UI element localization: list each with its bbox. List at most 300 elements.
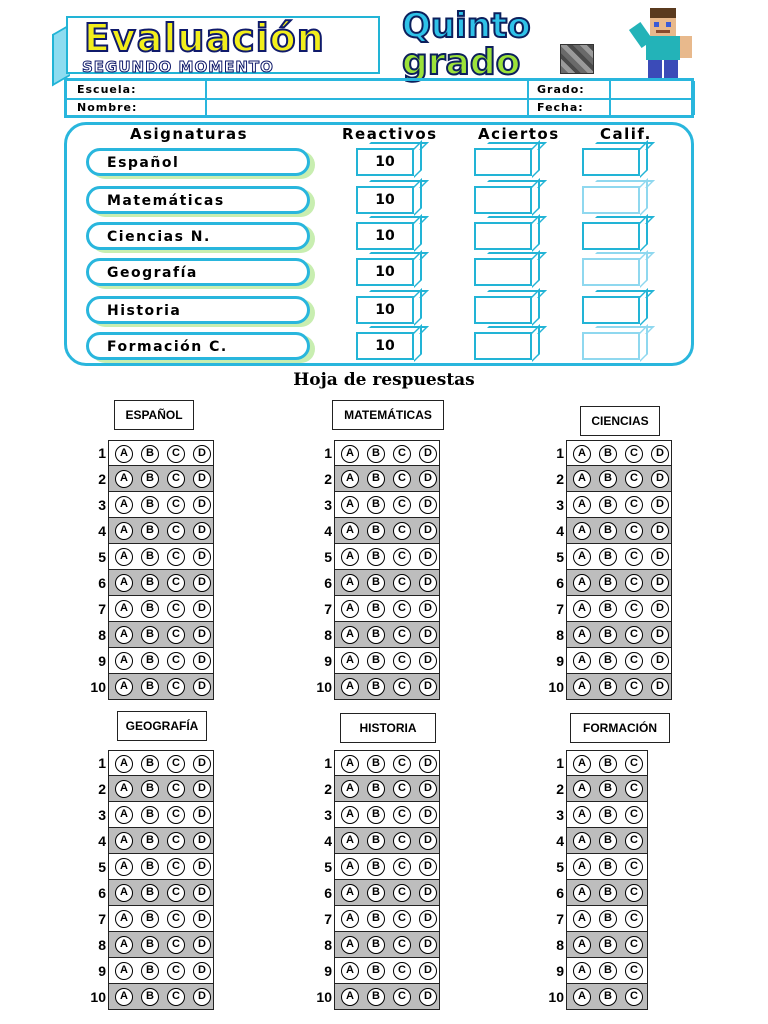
answer-bubble-c[interactable]: C <box>167 755 185 773</box>
answer-bubble-c[interactable]: C <box>393 600 411 618</box>
answer-bubble-b[interactable]: B <box>367 445 385 463</box>
answer-bubble-a[interactable]: A <box>115 988 133 1006</box>
question-number: 5 <box>324 859 332 875</box>
answer-bubble-a[interactable]: A <box>115 936 133 954</box>
answer-bubble-c[interactable]: C <box>393 962 411 980</box>
correct-box[interactable] <box>474 326 544 360</box>
answer-bubble-b[interactable]: B <box>599 470 617 488</box>
answer-bubble-c[interactable]: C <box>625 936 643 954</box>
answer-bubble-b[interactable]: B <box>367 988 385 1006</box>
answer-bubble-c[interactable]: C <box>393 988 411 1006</box>
answer-bubble-a[interactable]: A <box>115 496 133 514</box>
answer-bubble-c[interactable]: C <box>393 884 411 902</box>
answer-bubble-a[interactable]: A <box>341 884 359 902</box>
answer-bubble-c[interactable]: C <box>625 652 643 670</box>
answer-bubble-b[interactable]: B <box>367 780 385 798</box>
answer-bubble-b[interactable]: B <box>141 496 159 514</box>
answer-bubble-b[interactable]: B <box>599 600 617 618</box>
answer-bubble-c[interactable]: C <box>625 574 643 592</box>
answer-bubble-d[interactable]: D <box>193 988 211 1006</box>
answer-bubble-b[interactable]: B <box>367 574 385 592</box>
answer-bubble-a[interactable]: A <box>341 496 359 514</box>
answer-cell <box>334 880 440 906</box>
answer-bubble-c[interactable]: C <box>167 936 185 954</box>
answer-bubble-c[interactable]: C <box>625 858 643 876</box>
answer-cell <box>334 776 440 802</box>
answer-bubble-c[interactable]: C <box>625 988 643 1006</box>
answer-bubble-d[interactable]: D <box>419 600 437 618</box>
grade-label: Grado: <box>537 83 585 96</box>
answer-bubble-b[interactable]: B <box>599 445 617 463</box>
answer-bubble-a[interactable]: A <box>341 780 359 798</box>
answer-bubble-d[interactable]: D <box>419 988 437 1006</box>
answer-bubble-a[interactable]: A <box>573 962 591 980</box>
answer-bubble-a[interactable]: A <box>115 832 133 850</box>
info-table-divider <box>67 98 691 100</box>
answer-bubble-a[interactable]: A <box>573 445 591 463</box>
answer-bubble-c[interactable]: C <box>167 652 185 670</box>
answer-bubble-c[interactable]: C <box>393 678 411 696</box>
answer-bubble-a[interactable]: A <box>341 936 359 954</box>
answer-bubble-a[interactable]: A <box>573 755 591 773</box>
answer-bubble-c[interactable]: C <box>167 678 185 696</box>
answer-bubble-b[interactable]: B <box>141 470 159 488</box>
correct-box[interactable] <box>474 180 544 214</box>
answer-bubble-d[interactable]: D <box>193 626 211 644</box>
answer-bubble-a[interactable]: A <box>115 962 133 980</box>
answer-bubble-b[interactable]: B <box>599 936 617 954</box>
answer-bubble-b[interactable]: B <box>141 522 159 540</box>
answer-bubble-a[interactable]: A <box>115 678 133 696</box>
answer-bubble-c[interactable]: C <box>393 652 411 670</box>
answer-bubble-a[interactable]: A <box>115 548 133 566</box>
answer-bubble-a[interactable]: A <box>341 470 359 488</box>
answer-bubble-c[interactable]: C <box>167 548 185 566</box>
answer-bubble-b[interactable]: B <box>141 858 159 876</box>
answer-row <box>84 492 214 518</box>
answer-bubble-c[interactable]: C <box>167 962 185 980</box>
grade-box[interactable] <box>582 142 652 176</box>
section-label: ESPAÑOL <box>114 400 194 430</box>
question-number: 9 <box>556 653 564 669</box>
answer-bubble-b[interactable]: B <box>141 755 159 773</box>
answer-bubble-a[interactable]: A <box>341 600 359 618</box>
answer-bubble-b[interactable]: B <box>141 962 159 980</box>
answer-bubble-c[interactable]: C <box>167 470 185 488</box>
answer-bubble-a[interactable]: A <box>115 522 133 540</box>
answer-bubble-a[interactable]: A <box>115 755 133 773</box>
answer-bubble-c[interactable]: C <box>167 522 185 540</box>
answer-bubble-d[interactable]: D <box>193 936 211 954</box>
question-number: 5 <box>324 549 332 565</box>
answer-bubble-c[interactable]: C <box>393 936 411 954</box>
answer-bubble-b[interactable]: B <box>367 884 385 902</box>
answer-bubble-c[interactable]: C <box>625 806 643 824</box>
answer-bubble-b[interactable]: B <box>367 626 385 644</box>
answer-bubble-d[interactable]: D <box>651 522 669 540</box>
answer-bubble-c[interactable]: C <box>393 496 411 514</box>
answer-bubble-d[interactable]: D <box>419 548 437 566</box>
answer-bubble-b[interactable]: B <box>599 548 617 566</box>
answer-bubble-a[interactable]: A <box>573 910 591 928</box>
answer-bubble-d[interactable]: D <box>193 780 211 798</box>
answer-bubble-d[interactable]: D <box>193 652 211 670</box>
answer-cell <box>108 674 214 700</box>
answer-bubble-b[interactable]: B <box>599 832 617 850</box>
grade-box[interactable] <box>582 326 652 360</box>
question-number: 8 <box>98 627 106 643</box>
answer-bubble-c[interactable]: C <box>625 755 643 773</box>
answer-bubble-c[interactable]: C <box>393 832 411 850</box>
question-number: 1 <box>556 755 564 771</box>
answer-bubble-d[interactable]: D <box>651 574 669 592</box>
answer-bubble-c[interactable]: C <box>393 470 411 488</box>
answer-bubble-b[interactable]: B <box>367 548 385 566</box>
answer-bubble-d[interactable]: D <box>419 626 437 644</box>
answer-bubble-d[interactable]: D <box>419 496 437 514</box>
answer-bubble-b[interactable]: B <box>599 574 617 592</box>
answer-bubble-b[interactable]: B <box>599 678 617 696</box>
answer-bubble-d[interactable]: D <box>193 522 211 540</box>
answer-bubble-a[interactable]: A <box>115 780 133 798</box>
answer-bubble-b[interactable]: B <box>367 678 385 696</box>
answer-bubble-d[interactable]: D <box>193 832 211 850</box>
answer-bubble-b[interactable]: B <box>599 626 617 644</box>
answer-bubble-c[interactable]: C <box>625 626 643 644</box>
answer-bubble-b[interactable]: B <box>141 884 159 902</box>
answer-bubble-d[interactable]: D <box>193 910 211 928</box>
answer-bubble-d[interactable]: D <box>419 910 437 928</box>
answer-bubble-b[interactable]: B <box>367 936 385 954</box>
answer-bubble-d[interactable]: D <box>419 780 437 798</box>
answer-bubble-d[interactable]: D <box>193 884 211 902</box>
answer-bubble-b[interactable]: B <box>141 652 159 670</box>
answer-bubble-c[interactable]: C <box>167 626 185 644</box>
answer-bubble-b[interactable]: B <box>141 910 159 928</box>
answer-bubble-d[interactable]: D <box>419 522 437 540</box>
subject-name: Geografía <box>107 265 198 281</box>
answer-bubble-d[interactable]: D <box>419 470 437 488</box>
answer-bubble-a[interactable]: A <box>573 780 591 798</box>
answer-bubble-c[interactable]: C <box>393 858 411 876</box>
answer-row <box>84 440 214 466</box>
question-number: 8 <box>98 937 106 953</box>
answer-bubble-b[interactable]: B <box>367 470 385 488</box>
answer-bubble-d[interactable]: D <box>419 858 437 876</box>
answer-bubble-c[interactable]: C <box>625 962 643 980</box>
answer-bubble-b[interactable]: B <box>599 910 617 928</box>
answer-bubble-c[interactable]: C <box>167 858 185 876</box>
answer-bubble-c[interactable]: C <box>625 496 643 514</box>
answer-bubble-a[interactable]: A <box>115 858 133 876</box>
answer-bubble-b[interactable]: B <box>141 988 159 1006</box>
answer-bubble-a[interactable]: A <box>573 496 591 514</box>
answer-row <box>84 544 214 570</box>
answer-bubble-c[interactable]: C <box>393 445 411 463</box>
question-number: 3 <box>98 807 106 823</box>
answer-bubble-a[interactable]: A <box>341 548 359 566</box>
answer-bubble-a[interactable]: A <box>573 548 591 566</box>
answer-bubble-a[interactable]: A <box>573 884 591 902</box>
answer-bubble-a[interactable]: A <box>341 678 359 696</box>
answer-bubble-a[interactable]: A <box>573 522 591 540</box>
answer-bubble-d[interactable]: D <box>419 574 437 592</box>
answer-bubble-c[interactable]: C <box>625 470 643 488</box>
answer-bubble-a[interactable]: A <box>573 858 591 876</box>
answer-bubble-a[interactable]: A <box>341 910 359 928</box>
answer-bubble-b[interactable]: B <box>367 522 385 540</box>
answer-bubble-b[interactable]: B <box>367 755 385 773</box>
answer-bubble-b[interactable]: B <box>599 806 617 824</box>
name-field[interactable] <box>215 101 515 115</box>
answer-bubble-c[interactable]: C <box>167 496 185 514</box>
answer-bubble-d[interactable]: D <box>651 548 669 566</box>
answer-row <box>84 648 214 674</box>
answer-bubble-d[interactable]: D <box>419 884 437 902</box>
answer-bubble-d[interactable]: D <box>193 858 211 876</box>
answer-bubble-c[interactable]: C <box>625 884 643 902</box>
answer-bubble-c[interactable]: C <box>393 626 411 644</box>
answer-cell <box>566 570 672 596</box>
items-box-value: 10 <box>375 338 395 354</box>
answer-bubble-a[interactable]: A <box>115 626 133 644</box>
answer-bubble-a[interactable]: A <box>341 445 359 463</box>
grade-box[interactable] <box>582 216 652 250</box>
answer-bubble-d[interactable]: D <box>193 806 211 824</box>
answer-bubble-a[interactable]: A <box>341 832 359 850</box>
date-field[interactable] <box>619 101 689 115</box>
answer-bubble-b[interactable]: B <box>141 806 159 824</box>
answer-bubble-c[interactable]: C <box>167 910 185 928</box>
answer-bubble-d[interactable]: D <box>651 496 669 514</box>
answer-bubble-a[interactable]: A <box>341 755 359 773</box>
answer-bubble-b[interactable]: B <box>141 780 159 798</box>
answer-cell <box>108 932 214 958</box>
answer-bubble-d[interactable]: D <box>651 445 669 463</box>
answer-bubble-c[interactable]: C <box>393 780 411 798</box>
answer-bubble-c[interactable]: C <box>167 832 185 850</box>
items-box[interactable] <box>356 142 426 176</box>
answer-bubble-d[interactable]: D <box>419 936 437 954</box>
answer-bubble-a[interactable]: A <box>341 574 359 592</box>
items-box-value: 10 <box>375 228 395 244</box>
answer-bubble-d[interactable]: D <box>651 600 669 618</box>
answer-bubble-d[interactable]: D <box>193 962 211 980</box>
answer-bubble-d[interactable]: D <box>193 470 211 488</box>
correct-box[interactable] <box>474 216 544 250</box>
answer-bubble-b[interactable]: B <box>141 548 159 566</box>
answer-bubble-a[interactable]: A <box>573 574 591 592</box>
answer-bubble-a[interactable]: A <box>115 884 133 902</box>
answer-bubble-d[interactable]: D <box>419 832 437 850</box>
answer-bubble-d[interactable]: D <box>419 678 437 696</box>
answer-bubble-b[interactable]: B <box>599 496 617 514</box>
items-box[interactable] <box>356 216 426 250</box>
answer-bubble-c[interactable]: C <box>167 445 185 463</box>
answer-bubble-d[interactable]: D <box>651 678 669 696</box>
answer-bubble-d[interactable]: D <box>193 445 211 463</box>
correct-box[interactable] <box>474 290 544 324</box>
answer-bubble-d[interactable]: D <box>419 962 437 980</box>
school-field[interactable] <box>215 83 515 97</box>
answer-bubble-a[interactable]: A <box>573 470 591 488</box>
answer-bubble-a[interactable]: A <box>573 936 591 954</box>
answer-row <box>84 776 214 802</box>
answer-bubble-a[interactable]: A <box>573 832 591 850</box>
answer-cell <box>334 750 440 776</box>
answer-bubble-b[interactable]: B <box>367 652 385 670</box>
answer-row <box>310 466 440 492</box>
subject-name: Formación C. <box>107 339 228 355</box>
answer-bubble-d[interactable]: D <box>193 755 211 773</box>
answer-bubble-a[interactable]: A <box>341 522 359 540</box>
answer-row <box>84 622 214 648</box>
answer-row <box>84 596 214 622</box>
answer-bubble-c[interactable]: C <box>625 678 643 696</box>
answer-bubble-b[interactable]: B <box>599 522 617 540</box>
answer-bubble-a[interactable]: A <box>573 988 591 1006</box>
answer-row <box>310 674 440 700</box>
answer-bubble-a[interactable]: A <box>341 626 359 644</box>
answer-bubble-c[interactable]: C <box>167 574 185 592</box>
answer-bubble-a[interactable]: A <box>115 574 133 592</box>
correct-box[interactable] <box>474 142 544 176</box>
answer-bubble-c[interactable]: C <box>167 780 185 798</box>
answer-bubble-c[interactable]: C <box>393 548 411 566</box>
answer-bubble-d[interactable]: D <box>651 470 669 488</box>
items-box-value: 10 <box>375 264 395 280</box>
answer-bubble-c[interactable]: C <box>625 832 643 850</box>
answer-bubble-c[interactable]: C <box>625 548 643 566</box>
answer-bubble-d[interactable]: D <box>419 755 437 773</box>
answer-row <box>310 828 440 854</box>
answer-bubble-b[interactable]: B <box>599 988 617 1006</box>
answer-bubble-a[interactable]: A <box>341 806 359 824</box>
answer-bubble-d[interactable]: D <box>193 678 211 696</box>
answer-bubble-a[interactable]: A <box>115 910 133 928</box>
question-number: 7 <box>556 911 564 927</box>
answer-cell <box>566 492 672 518</box>
answer-bubble-b[interactable]: B <box>141 936 159 954</box>
answer-bubble-b[interactable]: B <box>367 858 385 876</box>
answer-bubble-c[interactable]: C <box>625 780 643 798</box>
answer-bubble-c[interactable]: C <box>625 600 643 618</box>
answer-bubble-b[interactable]: B <box>141 445 159 463</box>
answer-bubble-a[interactable]: A <box>115 600 133 618</box>
answer-bubble-b[interactable]: B <box>367 600 385 618</box>
answer-cell <box>108 828 214 854</box>
answer-bubble-b[interactable]: B <box>141 600 159 618</box>
answer-bubble-b[interactable]: B <box>141 574 159 592</box>
answer-bubble-b[interactable]: B <box>599 652 617 670</box>
answer-bubble-a[interactable]: A <box>573 600 591 618</box>
answer-bubble-a[interactable]: A <box>573 678 591 696</box>
answer-bubble-c[interactable]: C <box>393 574 411 592</box>
answer-cell <box>108 776 214 802</box>
answer-bubble-b[interactable]: B <box>367 496 385 514</box>
answer-bubble-b[interactable]: B <box>367 962 385 980</box>
answer-bubble-b[interactable]: B <box>141 626 159 644</box>
items-box[interactable] <box>356 326 426 360</box>
grade-title-line1: Quinto <box>402 6 531 46</box>
answer-bubble-c[interactable]: C <box>167 806 185 824</box>
answer-bubble-a[interactable]: A <box>573 806 591 824</box>
answer-bubble-c[interactable]: C <box>625 445 643 463</box>
answer-bubble-c[interactable]: C <box>393 910 411 928</box>
answer-bubble-b[interactable]: B <box>599 962 617 980</box>
answer-bubble-d[interactable]: D <box>419 806 437 824</box>
answer-bubble-d[interactable]: D <box>419 652 437 670</box>
answer-row <box>310 596 440 622</box>
answer-bubble-b[interactable]: B <box>367 806 385 824</box>
answer-bubble-d[interactable]: D <box>193 548 211 566</box>
answer-bubble-d[interactable]: D <box>193 600 211 618</box>
answer-cell <box>566 518 672 544</box>
answer-bubble-b[interactable]: B <box>599 755 617 773</box>
answer-cell <box>108 466 214 492</box>
answer-bubble-a[interactable]: A <box>115 470 133 488</box>
answer-cell <box>566 466 672 492</box>
answer-bubble-b[interactable]: B <box>367 910 385 928</box>
grade-box[interactable] <box>582 180 652 214</box>
items-box[interactable] <box>356 180 426 214</box>
grade-box[interactable] <box>582 290 652 324</box>
answer-bubble-d[interactable]: D <box>193 574 211 592</box>
answer-bubble-a[interactable]: A <box>341 988 359 1006</box>
answer-bubble-d[interactable]: D <box>419 445 437 463</box>
answer-bubble-c[interactable]: C <box>625 910 643 928</box>
answer-bubble-a[interactable]: A <box>341 962 359 980</box>
answer-bubble-c[interactable]: C <box>393 522 411 540</box>
answer-row <box>310 648 440 674</box>
answer-bubble-b[interactable]: B <box>141 678 159 696</box>
answer-bubble-c[interactable]: C <box>167 988 185 1006</box>
answer-bubble-d[interactable]: D <box>651 626 669 644</box>
answer-bubble-c[interactable]: C <box>167 600 185 618</box>
answer-bubble-c[interactable]: C <box>393 806 411 824</box>
answer-row <box>542 932 648 958</box>
answer-bubble-b[interactable]: B <box>599 858 617 876</box>
question-number: 7 <box>556 601 564 617</box>
answer-bubble-b[interactable]: B <box>141 832 159 850</box>
answer-bubble-a[interactable]: A <box>115 806 133 824</box>
answer-bubble-a[interactable]: A <box>573 626 591 644</box>
answer-bubble-a[interactable]: A <box>115 445 133 463</box>
answer-bubble-b[interactable]: B <box>367 832 385 850</box>
answer-bubble-b[interactable]: B <box>599 780 617 798</box>
answer-row <box>542 518 672 544</box>
answer-row <box>84 802 214 828</box>
answer-bubble-b[interactable]: B <box>599 884 617 902</box>
correct-box[interactable] <box>474 252 544 286</box>
grade-box[interactable] <box>582 252 652 286</box>
answer-cell <box>334 622 440 648</box>
answer-row <box>310 492 440 518</box>
date-label: Fecha: <box>537 101 584 114</box>
answer-bubble-c[interactable]: C <box>393 755 411 773</box>
grade-field[interactable] <box>619 83 689 97</box>
answer-bubble-a[interactable]: A <box>115 652 133 670</box>
answer-bubble-c[interactable]: C <box>167 884 185 902</box>
answer-bubble-d[interactable]: D <box>651 652 669 670</box>
answer-bubble-c[interactable]: C <box>625 522 643 540</box>
answer-bubble-a[interactable]: A <box>341 858 359 876</box>
items-box[interactable] <box>356 290 426 324</box>
answer-bubble-a[interactable]: A <box>573 652 591 670</box>
answer-bubble-a[interactable]: A <box>341 652 359 670</box>
answer-bubble-d[interactable]: D <box>193 496 211 514</box>
items-box[interactable] <box>356 252 426 286</box>
